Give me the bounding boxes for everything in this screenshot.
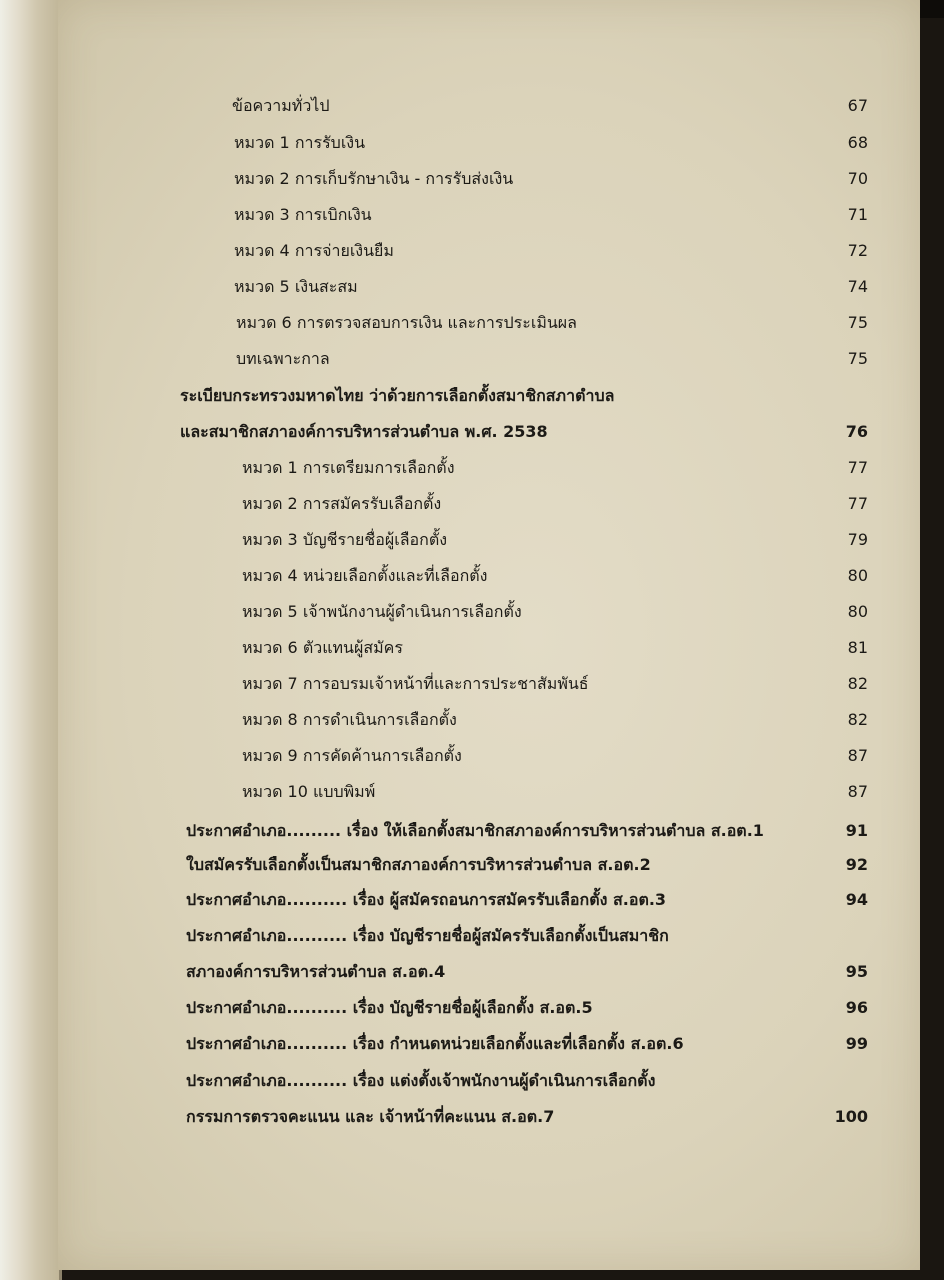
toc-entry-page: 80 [847, 602, 868, 621]
toc-entry-label: ประกาศอำเภอ.......... เรื่อง ผู้สมัครถอนการสมัครรับเลือกตั้ง ส.อต.3 [186, 890, 667, 909]
toc-entry-label: หมวด 3 การเบิกเงิน [234, 205, 372, 224]
toc-entry [0, 452, 944, 484]
toc-form-entry [0, 815, 944, 847]
toc-entry [0, 90, 944, 122]
toc-entry [0, 307, 944, 339]
toc-entry [0, 235, 944, 267]
toc-entry [0, 488, 944, 520]
toc-entry-label: ประกาศอำเภอ.......... เรื่อง แต่งตั้งเจ้าพนักงานผู้ดำเนินการเลือกตั้ง [186, 1071, 656, 1090]
toc-entry-label: หมวด 3 บัญชีรายชื่อผู้เลือกตั้ง [242, 530, 448, 549]
toc-entry [0, 704, 944, 736]
toc-entry-label: หมวด 7 การอบรมเจ้าหน้าที่และการประชาสัมพันธ์ [242, 674, 589, 693]
toc-entry-page: 99 [845, 1034, 868, 1053]
toc-entry [0, 560, 944, 592]
toc-section-heading [0, 416, 944, 448]
toc-entry-label: หมวด 6 การตรวจสอบการเงิน และการประเมินผล [236, 313, 577, 332]
toc-entry [0, 524, 944, 556]
toc-entry-label: หมวด 8 การดำเนินการเลือกตั้ง [242, 710, 457, 729]
toc-entry-page: 81 [847, 638, 868, 657]
toc-entry-page: 80 [847, 566, 868, 585]
toc-form-entry [0, 849, 944, 881]
toc-entry-page: 82 [847, 674, 868, 693]
toc-entry-label: บทเฉพาะกาล [236, 349, 330, 368]
toc-entry [0, 343, 944, 375]
toc-entry-page: 71 [847, 205, 868, 224]
toc-entry-label: ประกาศอำเภอ.......... เรื่อง บัญชีรายชื่อผู้เลือกตั้ง ส.อต.5 [186, 998, 593, 1017]
toc-entry-label: กรรมการตรวจคะแนน และ เจ้าหน้าที่คะแนน ส.อต.7 [186, 1107, 555, 1126]
toc-entry-label: หมวด 4 การจ่ายเงินยืม [234, 241, 394, 260]
toc-form-entry [0, 956, 944, 988]
toc-entry-page: 67 [847, 96, 868, 115]
toc-entry-label: หมวด 4 หน่วยเลือกตั้งและที่เลือกตั้ง [242, 566, 488, 585]
toc-entry-page: 82 [847, 710, 868, 729]
toc-entry [0, 127, 944, 159]
toc-entry-page: 87 [847, 782, 868, 801]
toc-entry-page: 96 [845, 998, 868, 1017]
toc-entry-label: ประกาศอำเภอ.......... เรื่อง กำหนดหน่วยเลือกตั้งและที่เลือกตั้ง ส.อต.6 [186, 1034, 684, 1053]
toc-entry-label: หมวด 10 แบบพิมพ์ [242, 782, 376, 801]
toc-form-entry [0, 1028, 944, 1060]
toc-entry [0, 668, 944, 700]
toc-entry-page: 92 [845, 855, 868, 874]
toc-entry-page: 74 [847, 277, 868, 296]
toc-section-heading [0, 380, 944, 412]
toc-entry-page: 91 [845, 821, 868, 840]
toc-entry [0, 740, 944, 772]
toc-entry-label: หมวด 6 ตัวแทนผู้สมัคร [242, 638, 403, 657]
toc-entry-page: 70 [847, 169, 868, 188]
toc-entry-label: หมวด 5 เงินสะสม [234, 277, 358, 296]
toc-entry-label: หมวด 2 การสมัครรับเลือกตั้ง [242, 494, 442, 513]
toc-entry-label: หมวด 1 การรับเงิน [234, 133, 366, 152]
toc-entry-page: 77 [847, 458, 868, 477]
toc-entry [0, 163, 944, 195]
toc-entry-page: 76 [845, 422, 868, 441]
toc-entry-label: หมวด 2 การเก็บรักษาเงิน - การรับส่งเงิน [234, 169, 514, 188]
toc-entry-page: 72 [847, 241, 868, 260]
toc-entry-label: หมวด 1 การเตรียมการเลือกตั้ง [242, 458, 455, 477]
toc-entry-label: ระเบียบกระทรวงมหาดไทย ว่าด้วยการเลือกตั้งสมาชิกสภาตำบล [180, 386, 615, 405]
toc-entry-page: 87 [847, 746, 868, 765]
toc-form-entry [0, 1101, 944, 1133]
toc-entry-label: สภาองค์การบริหารส่วนตำบล ส.อต.4 [186, 962, 446, 981]
toc-form-entry [0, 1065, 944, 1097]
toc-entry [0, 632, 944, 664]
toc-form-entry [0, 920, 944, 952]
toc-entry-label: หมวด 9 การคัดค้านการเลือกตั้ง [242, 746, 462, 765]
toc-entry-page: 100 [834, 1107, 868, 1126]
toc-entry-page: 77 [847, 494, 868, 513]
toc-form-entry [0, 992, 944, 1024]
toc-entry [0, 199, 944, 231]
toc-entry-page: 94 [845, 890, 868, 909]
toc-entry [0, 271, 944, 303]
toc-entry [0, 596, 944, 628]
toc-entry-page: 79 [847, 530, 868, 549]
toc-entry-page: 75 [847, 349, 868, 368]
toc-entry-label: ประกาศอำเภอ......... เรื่อง ให้เลือกตั้งสมาชิกสภาองค์การบริหารส่วนตำบล ส.อต.1 [186, 821, 764, 840]
toc-entry [0, 776, 944, 808]
toc-entry-page: 75 [847, 313, 868, 332]
toc-entry-label: ข้อความทั่วไป [232, 96, 330, 115]
toc-entry-label: หมวด 5 เจ้าพนักงานผู้ดำเนินการเลือกตั้ง [242, 602, 522, 621]
toc-entry-label: ประกาศอำเภอ.......... เรื่อง บัญชีรายชื่อผู้สมัครรับเลือกตั้งเป็นสมาชิก [186, 926, 669, 945]
toc-entry-label: และสมาชิกสภาองค์การบริหารส่วนตำบล พ.ศ. 2538 [180, 422, 548, 441]
toc-form-entry [0, 884, 944, 916]
toc-entry-page: 95 [845, 962, 868, 981]
toc-entry-page: 68 [847, 133, 868, 152]
toc-entry-label: ใบสมัครรับเลือกตั้งเป็นสมาชิกสภาองค์การบริหารส่วนตำบล ส.อต.2 [186, 855, 651, 874]
